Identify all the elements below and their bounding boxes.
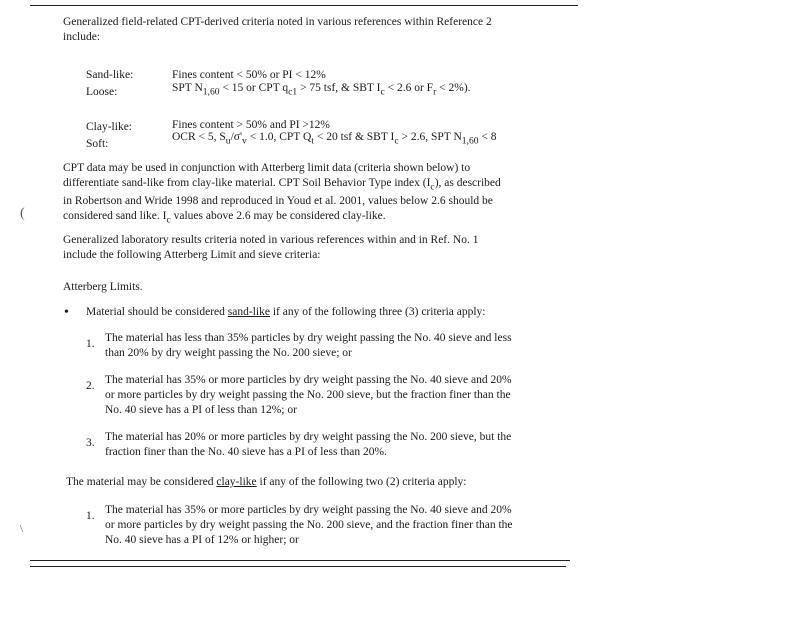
bottom-rule <box>30 566 566 567</box>
sand-like-bullet: Material should be considered sand-like if any of the following three (3) criteria apply: <box>86 306 486 318</box>
sand-item <box>105 430 511 460</box>
clay-item <box>105 503 513 548</box>
cpt-line: differentiate sand-like from clay-like material. CPT Soil Behavior Type index $(I_c)$, as described <box>63 177 501 193</box>
cpt-paragraph <box>63 161 540 228</box>
sand-item-line: The material has less than 35% particles by dry weight passing the No. 40 sieve and less <box>105 332 512 344</box>
sand-like-term: sand-like <box>227 306 270 318</box>
criteria-label-clay-like: Clay-like: <box>86 121 132 133</box>
criteria-label-loose: Loose: <box>86 86 118 98</box>
clay-item-line: or more particles by dry weight passing the No. 200 sieve, and the fraction finer than the <box>105 519 513 531</box>
sand-item-line: or more particles by dry weight passing the No. 200 sieve, but the fraction finer than the <box>105 389 511 401</box>
margin-mark: \ <box>20 523 24 535</box>
bottom-rule <box>30 560 570 561</box>
criteria-value-soft: OCR < 5, $S_u/\sigma'_v < 1.0$, CPT $Q_t < 20$ tsf & SBT $I_c > 2.6$, SPT $N_{1,60} < 8$ <box>172 131 497 147</box>
margin-mark: ( <box>20 206 25 221</box>
intro-line: include: <box>63 31 101 43</box>
sand-item-line: The material has 35% or more particles by dry weight passing the No. 40 sieve and 20% <box>105 374 512 386</box>
criteria-value-sand-like: Fines content < 50% or PI < 12% <box>172 69 326 81</box>
cpt-line: considered sand like. $I_c$ values above 2.6 may be considered clay-like. <box>63 210 386 226</box>
sand-item-number: 1. <box>86 338 95 350</box>
cpt-line: in Robertson and Wride 1998 and reproduced in Youd et al. 2001, values below 2.6 should be <box>63 195 493 208</box>
criteria-value-loose: SPT $N_{1,60} < 15$ or CPT $q_{c1} > 75$ tsf, & SBT $I_c < 2.6$ or $F_r < 2\%$). <box>172 82 471 98</box>
sand-item-line: No. 40 sieve has a PI of less than 12%; or <box>105 404 297 416</box>
cpt-line: CPT data may be used in conjunction with Atterberg limit data (criteria shown below) to <box>63 162 471 174</box>
clay-item-line: The material has 35% or more particles by dry weight passing the No. 40 sieve and 20% <box>105 504 512 516</box>
top-rule <box>30 5 578 6</box>
criteria-label-sand-like: Sand-like: <box>86 69 134 81</box>
intro-line: Generalized field-related CPT-derived criteria noted in various references within Reference 2 <box>63 16 492 28</box>
intro-paragraph <box>63 15 492 45</box>
clay-like-intro: The material may be considered clay-like if any of the following two (2) criteria apply: <box>66 476 467 488</box>
clay-like-term: clay-like <box>216 476 257 488</box>
sand-item-line: fraction finer than the No. 40 sieve has a PI of less than 20%. <box>105 446 387 458</box>
atterberg-heading: Atterberg Limits. <box>63 281 143 293</box>
sand-item <box>105 331 512 361</box>
clay-item-line: No. 40 sieve has a PI of 12% or higher; or <box>105 534 299 546</box>
sand-item-number: 3. <box>86 437 95 449</box>
criteria-value-clay-like: Fines content > 50% and PI >12% <box>172 119 330 131</box>
lab-paragraph <box>63 233 478 263</box>
clay-item-number: 1. <box>86 510 95 522</box>
sand-item-line: than 20% by dry weight passing the No. 200 sieve; or <box>105 347 352 359</box>
bullet-dot: • <box>64 305 69 320</box>
sand-item-number: 2. <box>86 380 95 392</box>
sand-item-line: The material has 20% or more particles by dry weight passing the No. 200 sieve, but the <box>105 431 512 443</box>
criteria-label-soft: Soft: <box>86 138 109 150</box>
lab-line: Generalized laboratory results criteria noted in various references within and in Ref. No. 1 <box>63 234 479 246</box>
lab-line: include the following Atterberg Limit and sieve criteria: <box>63 249 321 261</box>
sand-item <box>105 373 512 418</box>
